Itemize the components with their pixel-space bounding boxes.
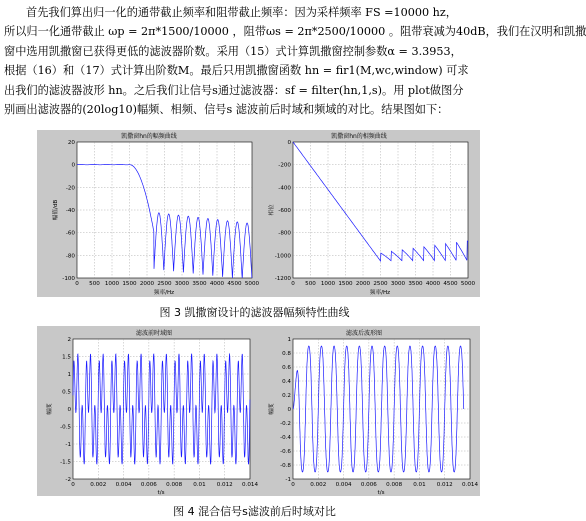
y-tick-label: -1200: [274, 276, 291, 282]
y-tick-label: -80: [65, 253, 75, 260]
y-tick-label: 2: [67, 337, 71, 343]
right-plot-xlabel: 频率/Hz: [369, 290, 391, 296]
x-tick-label: 2000: [355, 281, 371, 287]
x-tick-label: 4000: [425, 281, 441, 287]
y-tick-label: -0.4: [280, 435, 291, 441]
y-tick-label: 20: [67, 140, 75, 146]
figure3-caption: 图 3 凯撒窗设计的滤波器幅频特性曲线: [159, 306, 350, 319]
x-tick-label: 0.012: [216, 482, 233, 488]
x-tick-label: 0.012: [436, 482, 453, 488]
x-tick-label: 3000: [390, 281, 406, 287]
right-plot-title: 滤波后波形图: [345, 330, 383, 337]
x-tick-label: 3500: [192, 281, 207, 287]
x-tick-label: 0.01: [413, 482, 426, 488]
x-tick-label: 1500: [122, 281, 137, 287]
x-tick-label: 0.006: [360, 482, 377, 488]
y-tick-label: -0.2: [280, 421, 291, 427]
x-tick-label: 0.008: [166, 482, 183, 488]
y-tick-label: -200: [278, 162, 291, 169]
figure4-image: [37, 326, 480, 496]
x-tick-label: 5000: [460, 281, 476, 287]
x-tick-label: 0.004: [115, 482, 132, 488]
left-plot-ylabel: 幅度: [47, 403, 53, 415]
y-tick-label: -800: [278, 230, 291, 237]
x-tick-label: 0: [75, 281, 79, 287]
y-tick-label: -60: [65, 230, 75, 237]
x-tick-label: 2000: [139, 281, 155, 287]
x-tick-label: 500: [89, 281, 100, 287]
x-tick-label: 1000: [320, 281, 336, 287]
figure4-caption: 图 4 混合信号s滤波前后时域对比: [173, 505, 336, 518]
y-tick-label: 1: [67, 372, 71, 378]
y-tick-label: -600: [278, 208, 291, 214]
left-plot-title: 凯撒窗hn的幅频曲线: [121, 133, 177, 140]
x-tick-label: 500: [305, 281, 316, 287]
x-tick-label: 0.002: [310, 482, 327, 488]
y-tick-label: -2: [65, 477, 71, 483]
right-plot-title: 凯撒窗hn的相频曲线: [331, 133, 387, 140]
x-tick-label: 4500: [443, 281, 458, 287]
y-tick-label: -20: [65, 185, 75, 192]
right-plot-ylabel: 相位: [269, 204, 275, 216]
paragraph-line: 根据（16）和（17）式计算出阶数M。最后只用凯撒窗函数 hn = fir1(M,wc,window) 可求: [4, 64, 469, 78]
y-tick-label: -0.6: [280, 449, 291, 455]
y-tick-label: 0: [287, 140, 291, 146]
y-tick-label: -0.8: [280, 463, 291, 469]
right-plot-xlabel: t/s: [377, 490, 385, 496]
paragraph-line: 首先我们算出归一化的通带截止频率和阻带截止频率：因为采样频率 FS =10000 hz，: [26, 6, 457, 19]
y-tick-label: 0.5: [62, 389, 71, 396]
figure3-left-plot: [51, 132, 260, 296]
y-tick-label: -1: [285, 477, 291, 483]
left-plot-title: 滤波前时域图: [135, 330, 173, 337]
y-tick-label: 1.5: [62, 354, 71, 361]
x-tick-label: 0.01: [193, 482, 206, 488]
y-tick-label: 1: [287, 337, 291, 343]
y-tick-label: 0.6: [282, 365, 291, 371]
body-paragraph: [4, 3, 586, 119]
x-tick-label: 0.004: [335, 482, 352, 488]
x-tick-label: 4500: [227, 281, 242, 287]
y-tick-label: 0.4: [282, 379, 291, 385]
figure4-left-plot: [45, 329, 258, 496]
x-tick-label: 4000: [209, 281, 225, 287]
left-plot-ylabel: 幅值/dB: [53, 199, 59, 221]
y-tick-label: -1: [65, 442, 71, 448]
x-tick-label: 1000: [104, 281, 120, 287]
x-tick-label: 0.014: [461, 482, 479, 488]
y-tick-label: -100: [62, 276, 75, 282]
paragraph-line: 所以归一化通带截止 ωp = 2π*1500/10000 ，阻带ωs = 2π*2500/10000 。阻带衰减为40dB，我们在汉明和凯撒: [4, 25, 586, 39]
x-tick-label: 0: [291, 281, 295, 287]
x-tick-label: 0.014: [241, 482, 259, 488]
y-tick-label: -0.5: [60, 424, 71, 431]
x-tick-label: 0.006: [140, 482, 157, 488]
x-tick-label: 5000: [244, 281, 260, 287]
y-tick-label: -1.5: [60, 459, 71, 466]
y-tick-label: 0: [67, 407, 71, 413]
x-tick-label: 0: [71, 482, 75, 488]
y-tick-label: 0: [287, 407, 291, 413]
left-plot-xlabel: t/s: [157, 490, 165, 496]
left-plot-xlabel: 频率/Hz: [153, 290, 175, 296]
figure3-image: [37, 130, 480, 297]
y-tick-label: 0.8: [282, 351, 291, 357]
x-tick-label: 2500: [373, 281, 388, 287]
y-tick-label: -40: [65, 208, 75, 214]
x-tick-label: 0: [291, 482, 295, 488]
x-tick-label: 1500: [338, 281, 353, 287]
right-plot-ylabel: 幅度: [269, 403, 275, 415]
x-tick-label: 3500: [408, 281, 423, 287]
x-tick-label: 0.002: [90, 482, 107, 488]
figure4-right-plot: [267, 329, 478, 496]
paragraph-line: 出我们的滤波器波形 hn。之后我们让信号s通过滤波器：sf = filter(hn,1,s)。用 plot做图分: [4, 83, 464, 97]
x-tick-label: 2500: [157, 281, 172, 287]
y-tick-label: 0.2: [282, 393, 291, 399]
y-tick-label: -400: [278, 185, 291, 192]
x-tick-label: 0.008: [386, 482, 403, 488]
paragraph-line: 别画出滤波器的(20log10)幅频、相频、信号s 滤波前后时域和频域的对比。结果图如下：: [4, 102, 449, 116]
figure3-right-plot: [267, 132, 476, 296]
y-tick-label: -1000: [274, 253, 291, 260]
x-tick-label: 3000: [174, 281, 190, 287]
y-tick-label: 0: [71, 162, 75, 169]
paragraph-line: 窗中选用凯撒窗已获得更低的滤波器阶数。采用（15）式计算凯撒窗控制参数α = 3.3953，: [4, 44, 462, 58]
